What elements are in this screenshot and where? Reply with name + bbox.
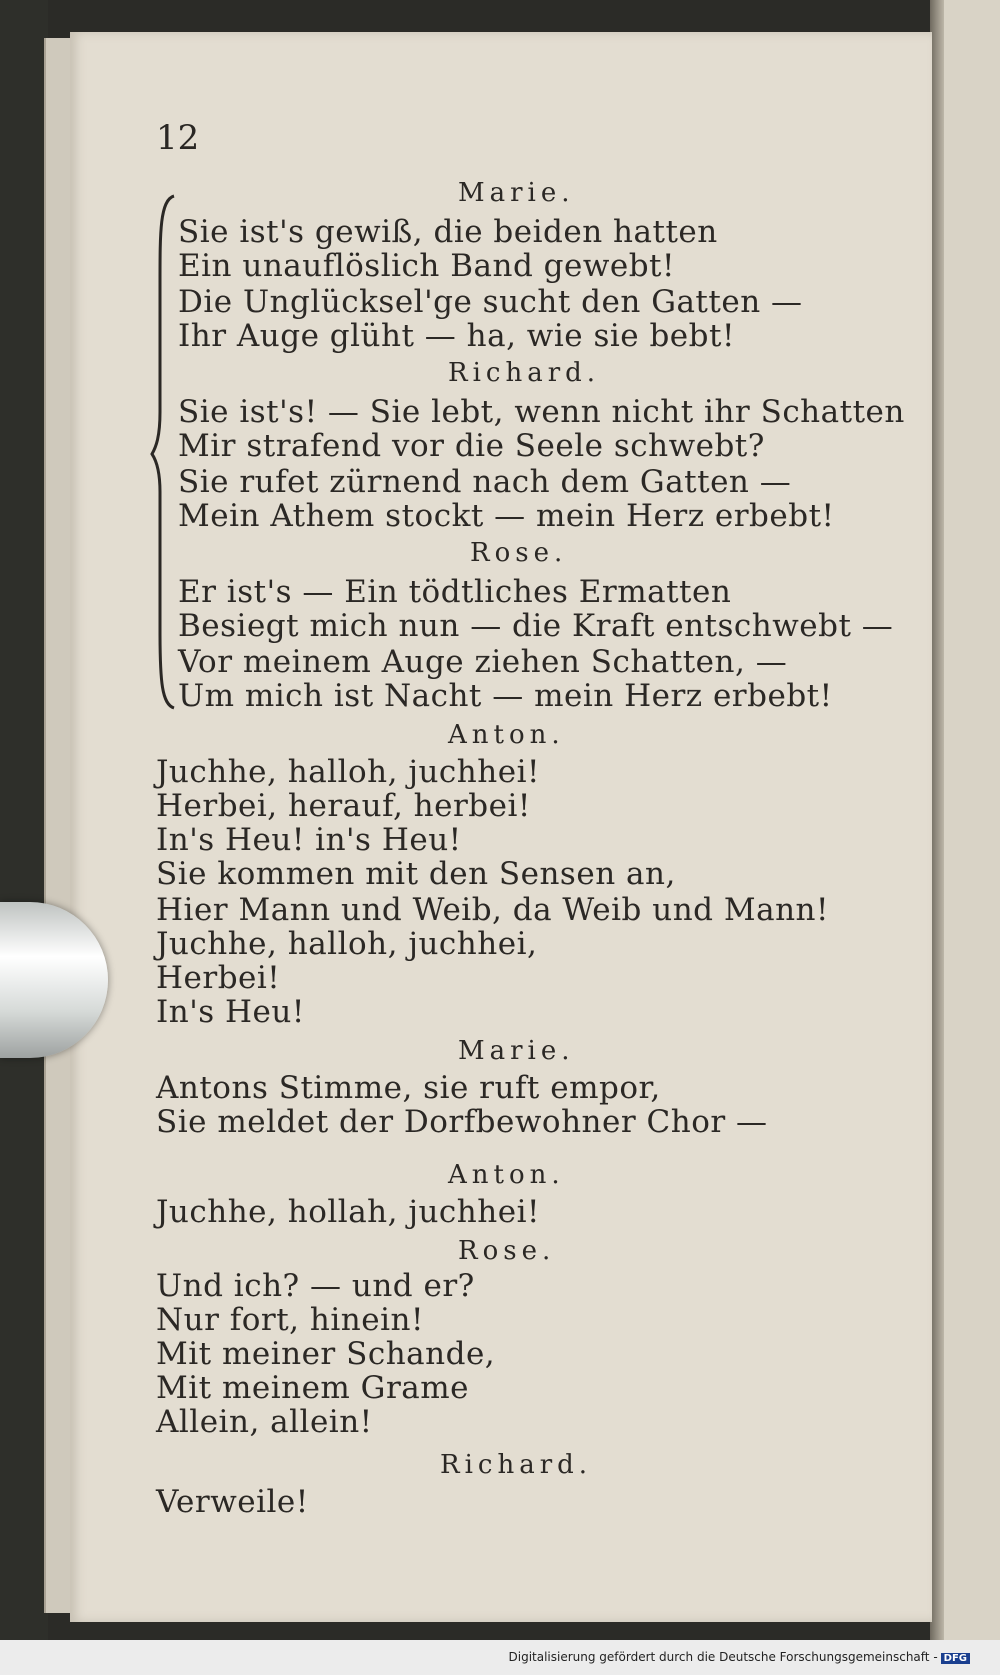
verse-line: Herbei! [156, 960, 281, 996]
verse-line: Antons Stimme, sie ruft empor, [156, 1070, 661, 1106]
speaker-name: Rose. [470, 538, 568, 568]
verse-line: Juchhe, hollah, juchhei! [156, 1194, 540, 1230]
page-number: 12 [156, 118, 200, 158]
speaker-name: Marie. [458, 178, 575, 208]
verse-line: Vor meinem Auge ziehen Schatten, — [178, 644, 788, 680]
dfg-logo: DFG [941, 1653, 970, 1664]
verse-line: Nur fort, hinein! [156, 1302, 424, 1338]
speaker-name: Anton. [448, 720, 565, 750]
verse-line: Um mich ist Nacht — mein Herz erbebt! [178, 678, 833, 714]
verse-line: Sie ist's! — Sie lebt, wenn nicht ihr Schatten [178, 394, 905, 430]
verse-line: Mit meiner Schande, [156, 1336, 496, 1372]
speaker-name: Marie. [458, 1036, 575, 1066]
verse-line: Mein Athem stockt — mein Herz erbebt! [178, 498, 835, 534]
speaker-name: Rose. [458, 1236, 556, 1266]
verse-line: Herbei, herauf, herbei! [156, 788, 531, 824]
verse-line: Besiegt mich nun — die Kraft entschwebt — [178, 608, 894, 644]
verse-line: Sie kommen mit den Sensen an, [156, 856, 676, 892]
verse-line: Juchhe, halloh, juchhei, [156, 926, 538, 962]
verse-line: Allein, allein! [156, 1404, 373, 1440]
verse-line: Sie meldet der Dorfbewohner Chor — [156, 1104, 768, 1140]
verse-line: In's Heu! in's Heu! [156, 822, 462, 858]
speaker-name: Anton. [448, 1160, 565, 1190]
speaker-name: Richard. [448, 358, 601, 388]
verse-line: Sie rufet zürnend nach dem Gatten — [178, 464, 792, 500]
verse-line: Ihr Auge glüht — ha, wie sie bebt! [178, 318, 735, 354]
verse-line: Er ist's — Ein tödtliches Ermatten [178, 574, 732, 610]
verse-line: Und ich? — und er? [156, 1268, 475, 1304]
verse-line: Juchhe, halloh, juchhei! [156, 754, 540, 790]
book-gutter-shadow [930, 0, 944, 1640]
scan-background-left [0, 0, 48, 1675]
verse-line: Ein unauflöslich Band gewebt! [178, 248, 675, 284]
digitization-credit [509, 1650, 971, 1664]
credit-text: Digitalisierung gefördert durch die Deutsche Forschungsgemeinschaft - [508, 1650, 938, 1664]
verse-line: Sie ist's gewiß, die beiden hatten [178, 214, 718, 250]
verse-line: Verweile! [156, 1484, 309, 1520]
verse-line: Hier Mann und Weib, da Weib und Mann! [156, 892, 829, 928]
speaker-name: Richard. [440, 1450, 593, 1480]
verse-line: In's Heu! [156, 994, 305, 1030]
verse-line: Mit meinem Grame [156, 1370, 469, 1406]
ensemble-bracket [150, 192, 180, 712]
verse-line: Die Unglücksel'ge sucht den Gatten — [178, 284, 803, 320]
verse-line: Mir strafend vor die Seele schwebt? [178, 428, 765, 464]
